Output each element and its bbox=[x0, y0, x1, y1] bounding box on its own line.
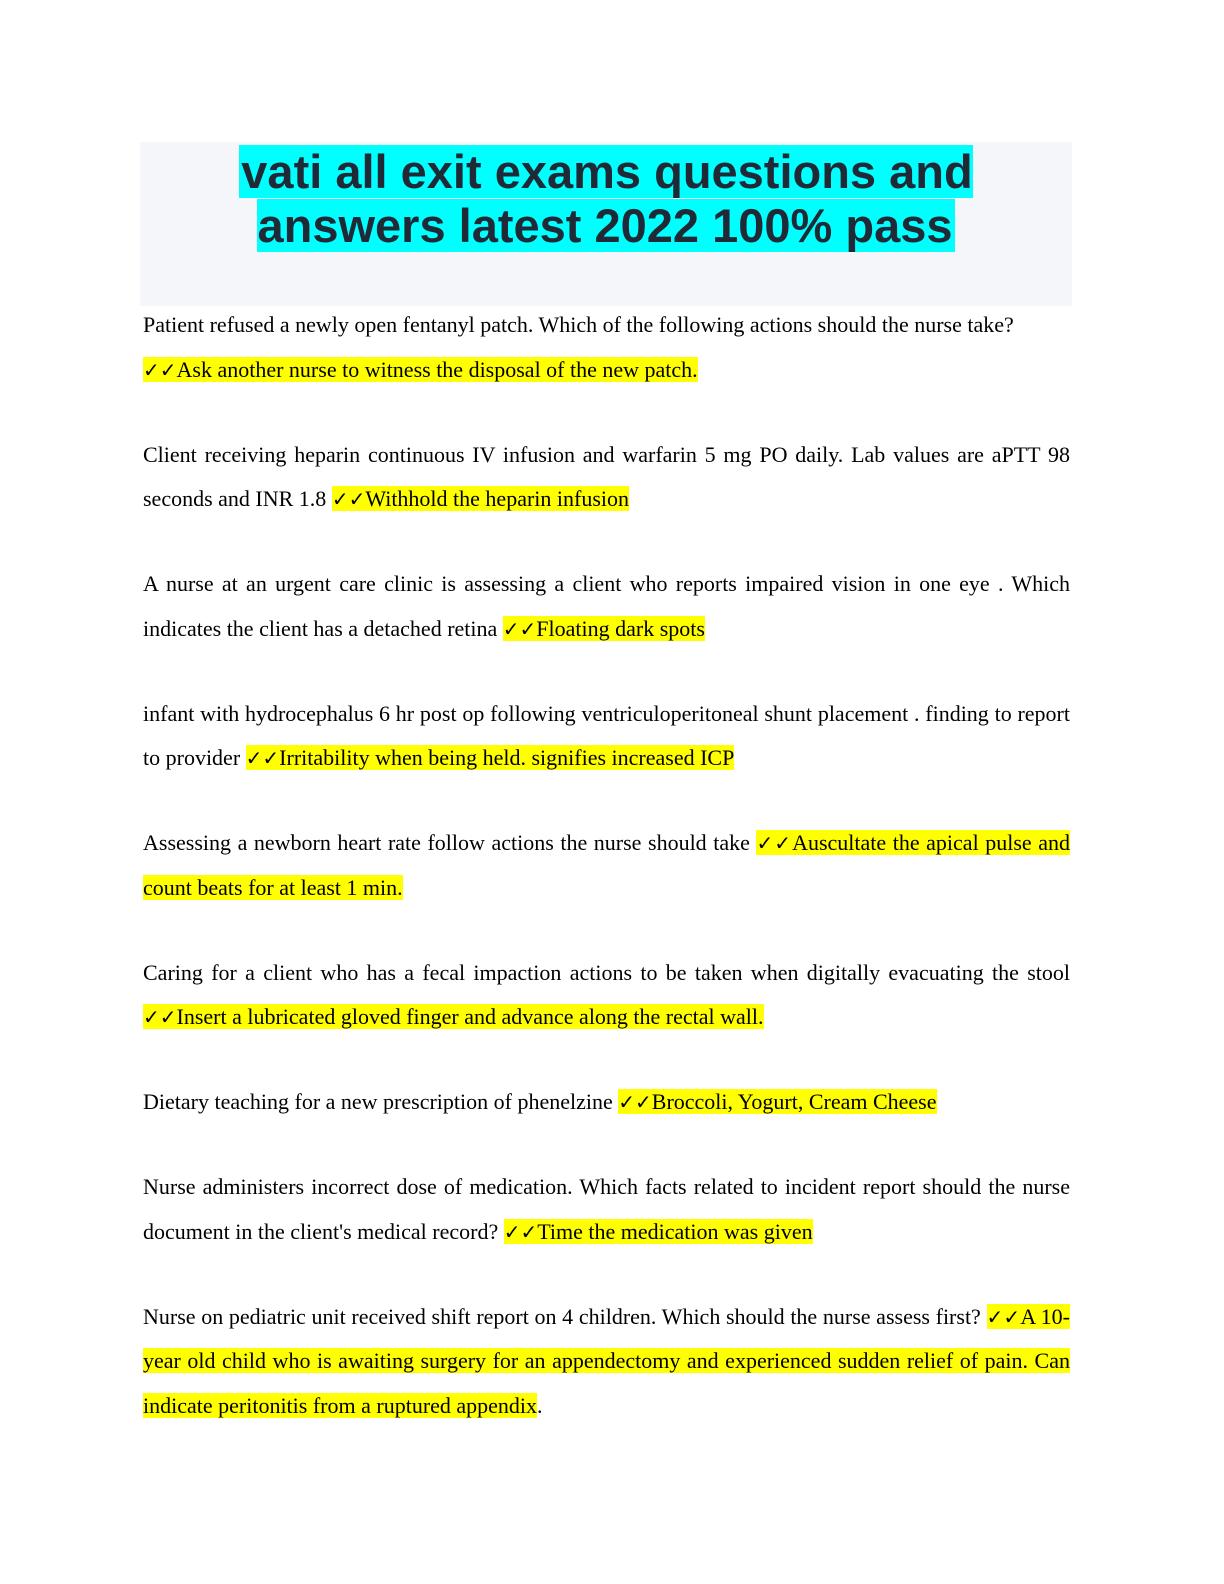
double-check-icon: ✓✓ bbox=[503, 1219, 538, 1244]
title-banner bbox=[140, 142, 1072, 306]
answer-trailing: . bbox=[537, 1392, 543, 1418]
answer-highlight bbox=[143, 357, 698, 382]
answer-text: Broccoli, Yogurt, Cream Cheese bbox=[651, 1089, 937, 1114]
double-check-icon: ✓✓ bbox=[756, 831, 793, 855]
qa-item bbox=[143, 1165, 1070, 1254]
answer-text: Withhold the heparin infusion bbox=[365, 486, 630, 511]
question-text: A nurse at an urgent care clinic is assessing a client who reports impaired vision in one eye . Which indicates the client has a detached retina bbox=[143, 571, 1070, 641]
question-text: Nurse administers incorrect dose of medication. Which facts related to incident report should the nurse document in the client's medical record? bbox=[143, 1174, 1070, 1244]
qa-item bbox=[143, 433, 1070, 522]
qa-item bbox=[143, 1080, 1070, 1125]
document-title bbox=[140, 142, 1072, 253]
double-check-icon: ✓✓ bbox=[502, 616, 537, 641]
double-check-icon: ✓✓ bbox=[331, 487, 366, 511]
question-text: Patient refused a newly open fentanyl patch. Which of the following actions should the nurse take? bbox=[143, 312, 1014, 337]
double-check-icon: ✓✓ bbox=[986, 1304, 1021, 1329]
question-text: Assessing a newborn heart rate follow actions the nurse should take bbox=[143, 830, 750, 855]
question-text: Dietary teaching for a new prescription of phenelzine bbox=[143, 1089, 613, 1114]
answer-text: Time the medication was given bbox=[537, 1218, 813, 1244]
double-check-icon: ✓✓ bbox=[245, 746, 280, 770]
answer-highlight bbox=[504, 1219, 813, 1244]
qa-item bbox=[143, 951, 1070, 1040]
qa-item bbox=[143, 821, 1070, 910]
question-text: infant with hydrocephalus 6 hr post op following ventriculoperitoneal shunt placement . finding to report to provider bbox=[143, 700, 1070, 770]
answer-text: A 10-year old child who is awaiting surgery for an appendectomy and experienced sudden relief of pain. Can indicate peritonitis from a ruptured appendix bbox=[143, 1303, 1071, 1418]
double-check-icon: ✓✓ bbox=[143, 357, 177, 382]
qa-item bbox=[143, 303, 1070, 392]
answer-highlight bbox=[618, 1089, 936, 1114]
answer-text: Irritability when being held. signifies increased ICP bbox=[279, 745, 735, 770]
answer-text: Ask another nurse to witness the disposal of the new patch. bbox=[176, 356, 698, 382]
answer-highlight bbox=[503, 616, 705, 641]
question-text: Caring for a client who has a fecal impaction actions to be taken when digitally evacuating the stool bbox=[143, 959, 1070, 985]
double-check-icon: ✓✓ bbox=[143, 1005, 177, 1029]
answer-text: Auscultate the apical pulse and count beats for at least 1 min. bbox=[143, 830, 1071, 900]
answer-text: Insert a lubricated gloved finger and advance along the rectal wall. bbox=[176, 1004, 764, 1029]
answer-text: Floating dark spots bbox=[536, 615, 705, 641]
qa-item bbox=[143, 692, 1070, 781]
answer-highlight bbox=[143, 1004, 764, 1029]
qa-item bbox=[143, 562, 1070, 651]
answer-highlight bbox=[246, 745, 735, 770]
title-text: vati all exit exams questions and answers latest 2022 100% pass bbox=[241, 145, 973, 252]
qa-list bbox=[143, 303, 1070, 1428]
qa-item bbox=[143, 1295, 1070, 1429]
answer-highlight bbox=[332, 486, 629, 511]
question-text: Nurse on pediatric unit received shift report on 4 children. Which should the nurse assess first? bbox=[143, 1303, 981, 1329]
double-check-icon: ✓✓ bbox=[618, 1090, 652, 1114]
question-text: Client receiving heparin continuous IV infusion and warfarin 5 mg PO daily. Lab values are aPTT 98 seconds and INR 1.8 bbox=[143, 441, 1070, 511]
